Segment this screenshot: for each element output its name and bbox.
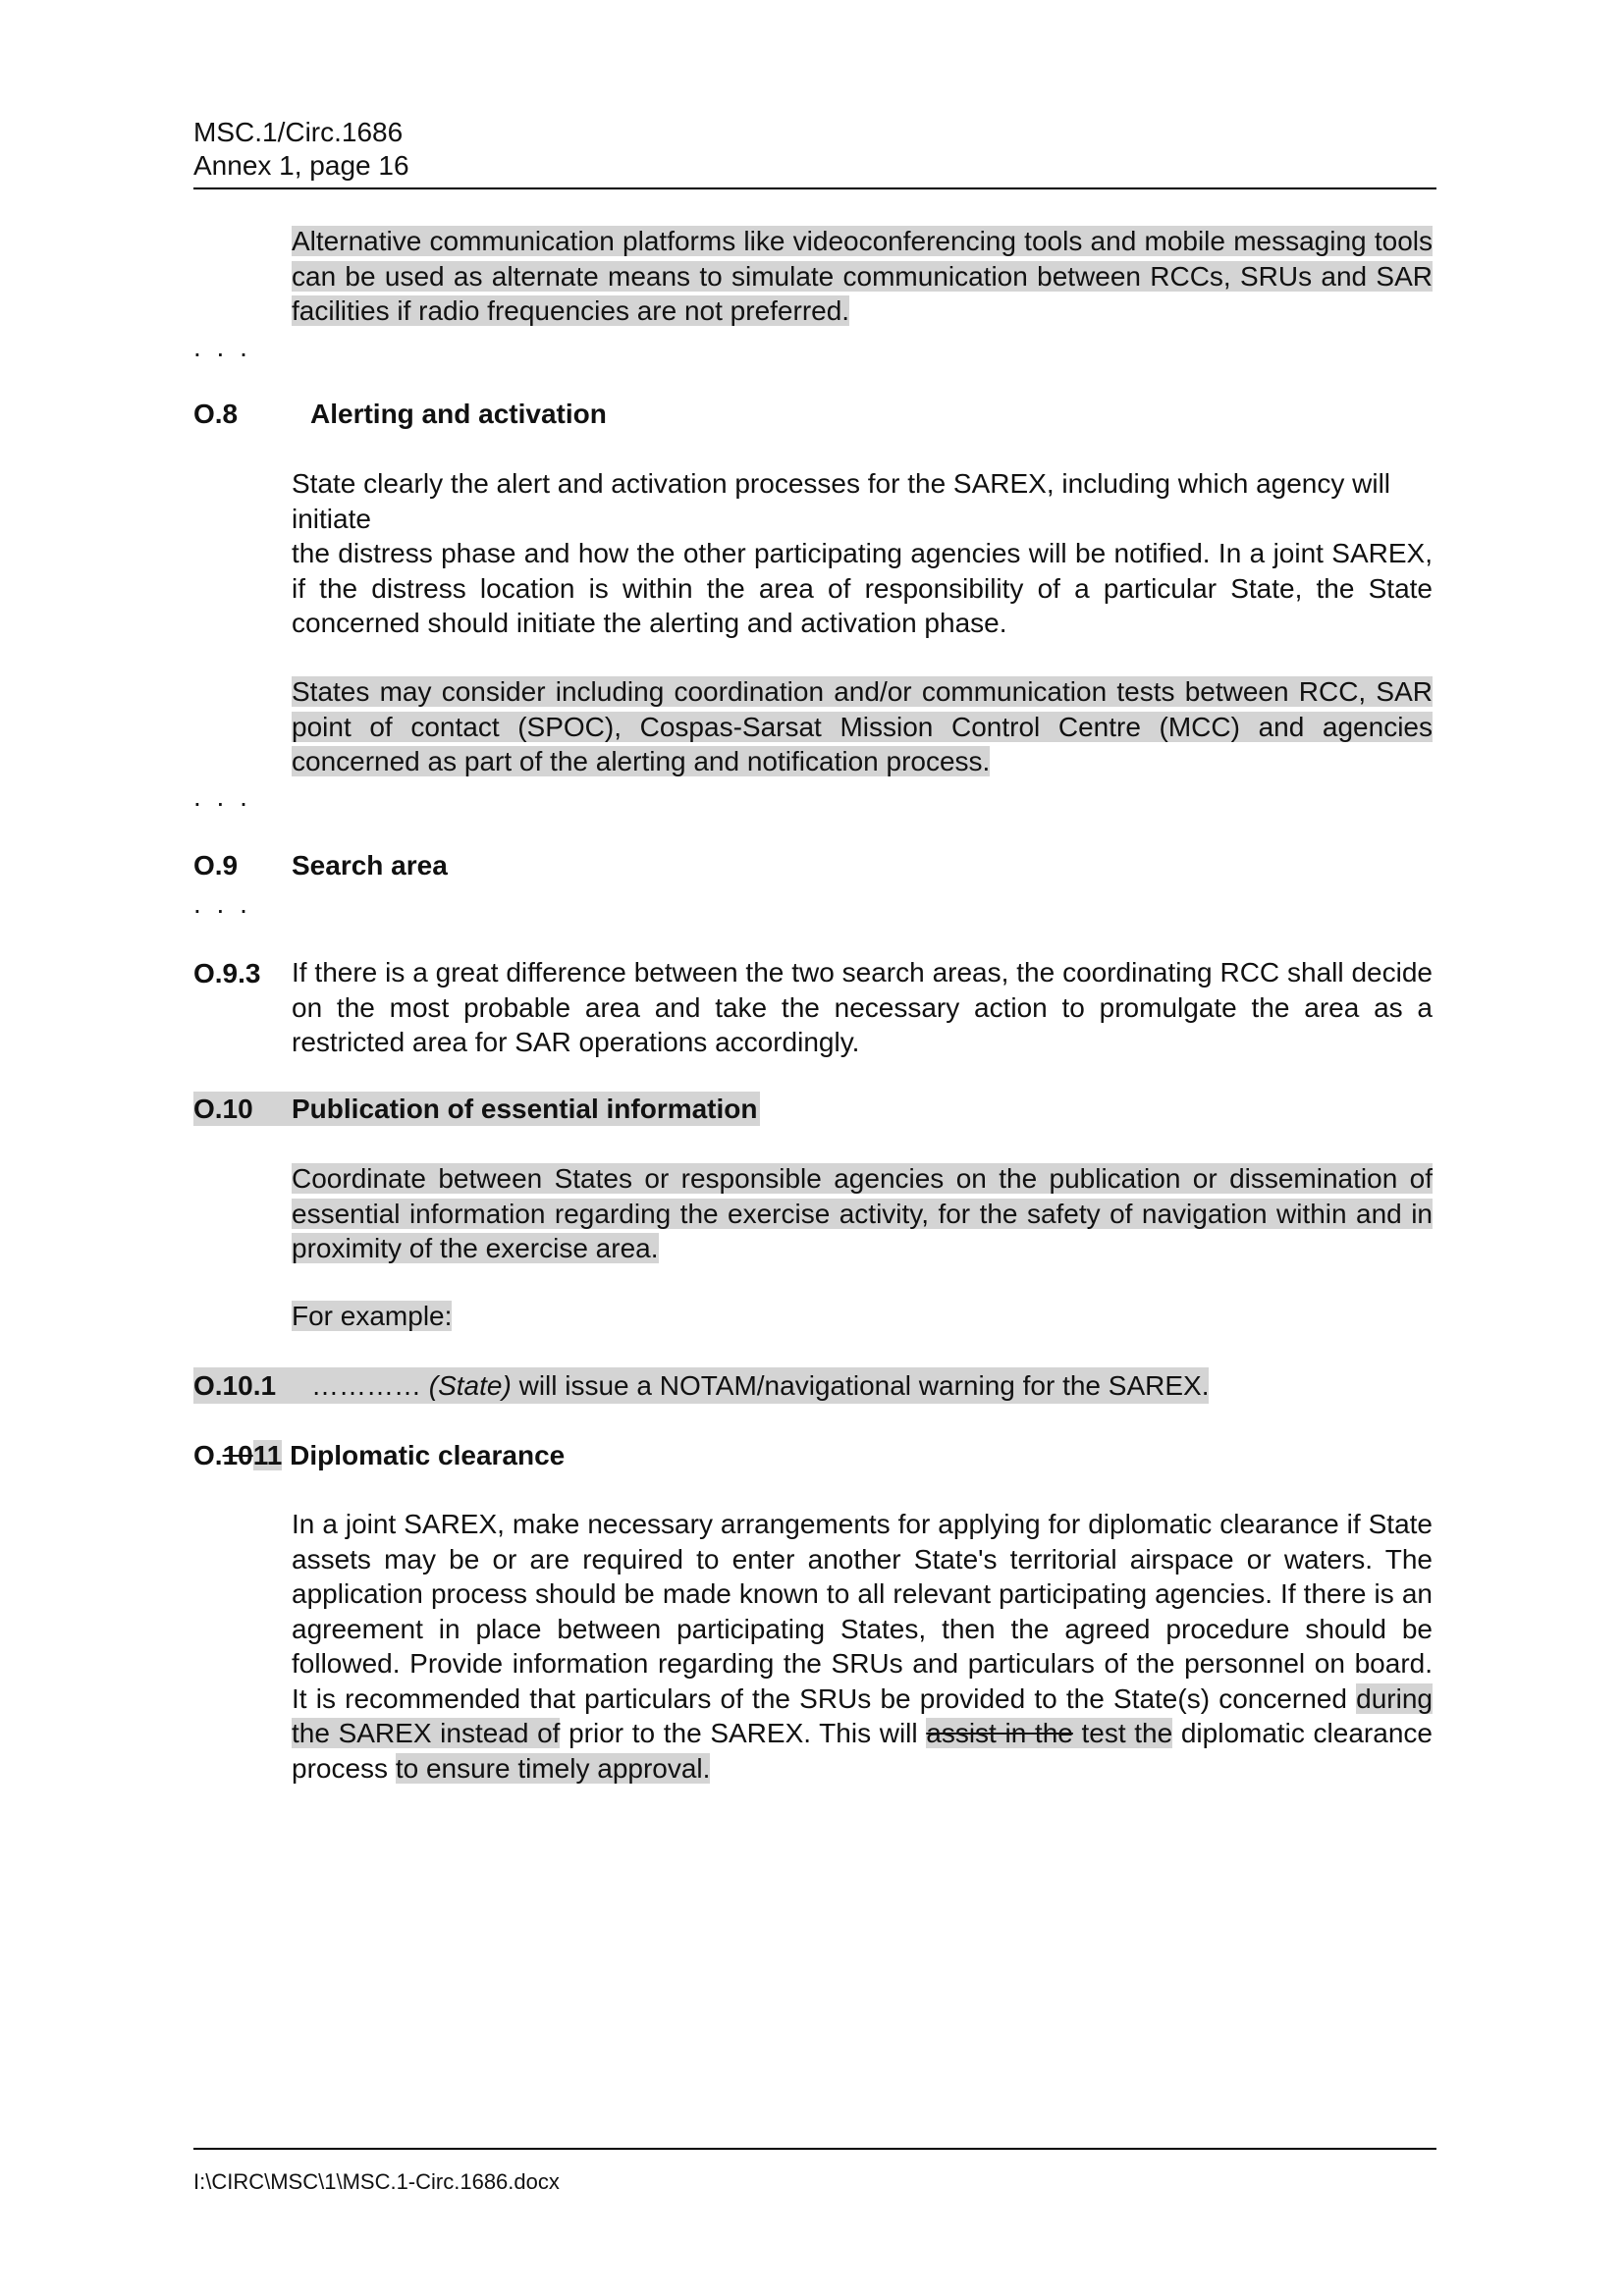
inserted-text: Alternative communication platforms like videoconferencing tools and mobile messaging tools can be used as alternate means to simulate communication between RCCs, SRUs and SAR facilities if radio frequencies are not preferred. [292, 226, 1433, 326]
section-number: O.8 [193, 399, 239, 429]
ellipsis: . . . [193, 781, 251, 812]
ellipsis: . . . [193, 888, 251, 919]
section-title: Diplomatic clearance [290, 1440, 566, 1470]
intro-paragraph [292, 224, 1433, 329]
state-placeholder: (State) [428, 1370, 512, 1401]
page-header [193, 116, 409, 183]
inserted-text: during the SAREX instead of [292, 1682, 1433, 1748]
o8-paragraph-1b: the distress phase and how the other participating agencies will be notified. In a joint SAREX, if the distress location is within the area of responsibility of a particular State, the State concerned should initiate the alerting and activation phase. [292, 538, 1433, 638]
inserted-text: to ensure timely approval. [395, 1752, 711, 1784]
section-number: O.10 [193, 1094, 253, 1124]
section-prefix: O. [193, 1440, 223, 1470]
section-number: O.10.1 [193, 1370, 277, 1401]
body-text: diplomatic clearance process [292, 1718, 1433, 1784]
placeholder-dots: ………… [311, 1370, 421, 1401]
section-heading-o8 [193, 397, 607, 432]
footer-file-path: I:\CIRC\MSC\1\MSC.1-Circ.1686.docx [193, 2169, 560, 2194]
inserted-text: For example: [292, 1301, 453, 1331]
section-title: Alerting and activation [310, 399, 607, 429]
deleted-number: 10 [222, 1440, 253, 1470]
ellipsis: . . . [193, 332, 251, 362]
inserted-number: 11 [252, 1440, 283, 1470]
o8-paragraph-1a: State clearly the alert and activation processes for the SAREX, including which agency will initiate [292, 468, 1391, 534]
inserted-text: Coordinate between States or responsible agencies on the publication or dissemination of essential information regarding the exercise activity, for the safety of navigation within and in proximity of the exercise area. [292, 1163, 1433, 1263]
deleted-text: assist in the [926, 1718, 1073, 1748]
inserted-text: States may consider including coordination and/or communication tests between RCC, SAR point of contact (SPOC), Cospas-Sarsat Mission Control Centre (MCC) and agencies concerned as part of the alerting and notification process. [292, 676, 1433, 776]
o101-paragraph [193, 1368, 1433, 1404]
doc-reference: MSC.1/Circ.1686 [193, 117, 404, 147]
section-title: Publication of essential information [292, 1094, 758, 1124]
section-title: Search area [292, 850, 448, 881]
annex-page: Annex 1, page 16 [193, 150, 409, 181]
o93-paragraph: If there is a great difference between the two search areas, the coordinating RCC shall decide on the most probable area and take the necessary action to promulgate the area as a restricted area for SAR operations accordingly. [292, 957, 1433, 1057]
section-heading-o11 [193, 1438, 565, 1473]
o10-paragraph-2 [292, 1299, 1433, 1334]
section-heading-o10 [193, 1092, 760, 1127]
o8-paragraph-2 [292, 674, 1433, 779]
o11-paragraph [292, 1507, 1433, 1786]
o101-text: will issue a NOTAM/navigational warning for the SAREX. [511, 1370, 1210, 1401]
o10-paragraph-1 [292, 1161, 1433, 1266]
section-heading-o9 [193, 848, 448, 883]
section-number-o93: O.9.3 [193, 958, 261, 988]
footer-rule [193, 2148, 1436, 2150]
body-text: prior to the SAREX. This will [560, 1718, 927, 1748]
body-text: In a joint SAREX, make necessary arrangements for applying for diplomatic clearance if State assets may be or are required to enter another State's territorial airspace or waters. The application process should be made known to all relevant participating agencies. If there is an agreement in place between participating States, then the agreed procedure should be followed. Provide information regarding the SRUs and particulars of the personnel on board. It is recommended that particulars of the SRUs be provided to the State(s) concerned [292, 1509, 1433, 1714]
section-number: O.9 [193, 850, 239, 881]
inserted-text: test the [1072, 1718, 1173, 1748]
header-rule [193, 187, 1436, 189]
